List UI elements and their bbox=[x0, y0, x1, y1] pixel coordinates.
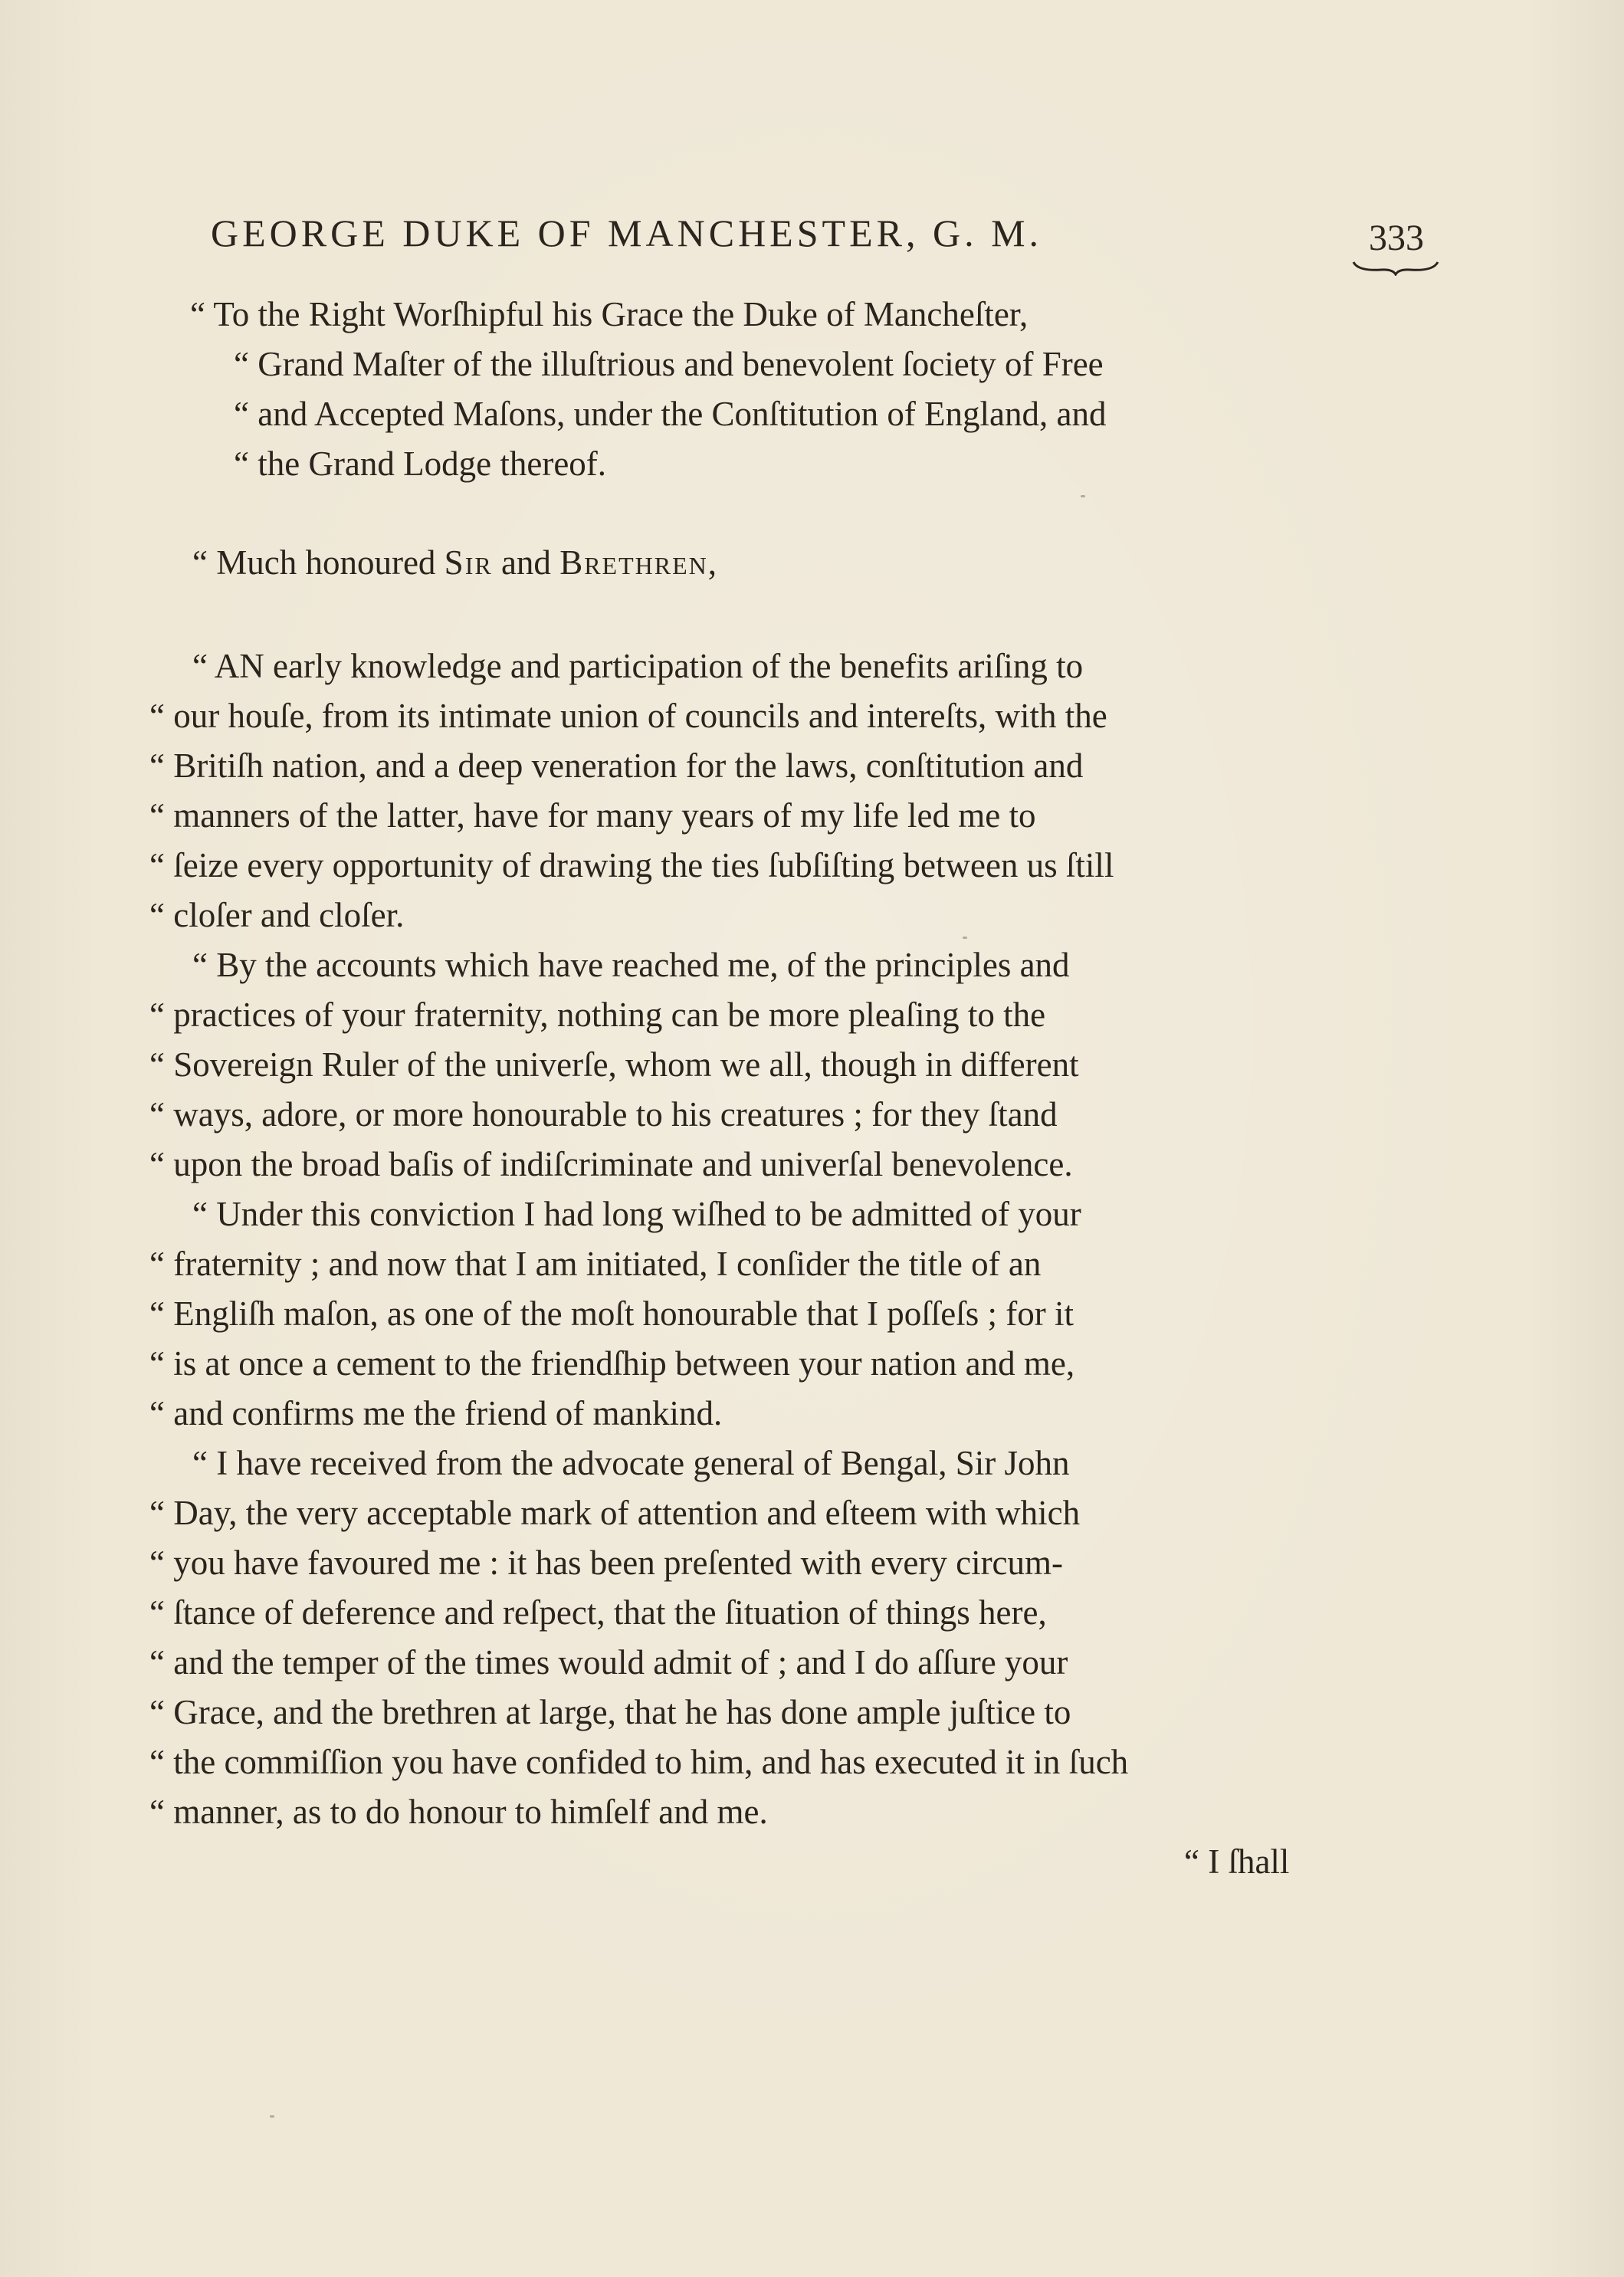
body-line-10: “ ways, adore, or more honourable to his creatures ; for they ſtand bbox=[149, 1095, 1058, 1134]
paper-speck bbox=[1081, 495, 1085, 497]
body-line-16: “ and confirms me the friend of mankind. bbox=[149, 1394, 723, 1432]
body-line-22: “ Grace, and the brethren at large, that he has done ample juſtice to bbox=[149, 1693, 1071, 1731]
body-line-23: “ the commiſſion you have confided to him, and has executed it in ſuch bbox=[149, 1743, 1129, 1781]
salutation bbox=[192, 543, 717, 582]
body-line-7: “ By the accounts which have reached me, of the principles and bbox=[192, 946, 1070, 984]
body-line-14: “ Engliſh maſon, as one of the moſt honourable that I poſſeſs ; for it bbox=[149, 1294, 1074, 1333]
salutation-prefix: “ Much honoured bbox=[192, 543, 445, 582]
paper-speck bbox=[963, 937, 967, 939]
body-line-9: “ Sovereign Ruler of the univerſe, whom we all, though in different bbox=[149, 1045, 1079, 1084]
body-line-3: “ Britiſh nation, and a deep veneration for the laws, conſtitution and bbox=[149, 746, 1084, 785]
body-line-6: “ cloſer and cloſer. bbox=[149, 896, 405, 934]
body-line-17: “ I have received from the advocate general of Bengal, Sir John bbox=[192, 1444, 1070, 1482]
body-line-21: “ and the temper of the times would admit of ; and I do aſſure your bbox=[149, 1643, 1068, 1682]
body-line-24: “ manner, as to do honour to himſelf and me. bbox=[149, 1793, 768, 1831]
running-head-title: GEORGE DUKE OF MANCHESTER, G. M. bbox=[211, 212, 1043, 254]
body-line-1: “ AN early knowledge and participation of the benefits ariſing to bbox=[192, 647, 1084, 685]
salutation-middle: and bbox=[492, 543, 560, 582]
salutation-brethren: Brethren bbox=[559, 543, 708, 582]
address-line-4: “ the Grand Lodge thereof. bbox=[234, 445, 607, 483]
body-line-19: “ you have favoured me : it has been preſented with every circum- bbox=[149, 1544, 1064, 1582]
body-line-11: “ upon the broad baſis of indiſcriminate and univerſal benevolence. bbox=[149, 1145, 1073, 1183]
body-line-20: “ ſtance of deference and reſpect, that the ſituation of things here, bbox=[149, 1593, 1047, 1632]
salutation-sir: Sir bbox=[444, 543, 493, 582]
body-line-12: “ Under this conviction I had long wiſhed to be admitted of your bbox=[192, 1195, 1081, 1233]
body-line-4: “ manners of the latter, have for many years of my life led me to bbox=[149, 796, 1036, 835]
body-line-8: “ practices of your fraternity, nothing can be more pleaſing to the bbox=[149, 996, 1046, 1034]
body-line-5: “ ſeize every opportunity of drawing the ties ſubſiſting between us ſtill bbox=[149, 846, 1114, 884]
body-line-13: “ fraternity ; and now that I am initiated, I conſider the title of an bbox=[149, 1245, 1042, 1283]
body-line-15: “ is at once a cement to the friendſhip between your nation and me, bbox=[149, 1344, 1075, 1383]
body-line-18: “ Day, the very acceptable mark of attention and eſteem with which bbox=[149, 1494, 1081, 1532]
page-number: 333 bbox=[1369, 218, 1424, 258]
paper-speck bbox=[270, 2115, 274, 2118]
catchword: “ I ſhall bbox=[1184, 1842, 1290, 1881]
address-line-2: “ Grand Maſter of the illuſtrious and benevolent ſociety of Free bbox=[234, 345, 1104, 383]
address-line-1: “ To the Right Worſhipful his Grace the Duke of Mancheſter, bbox=[190, 295, 1029, 333]
salutation-suffix: , bbox=[707, 543, 717, 582]
body-line-2: “ our houſe, from its intimate union of councils and intereſts, with the bbox=[149, 697, 1107, 735]
address-line-3: “ and Accepted Maſons, under the Conſtitution of England, and bbox=[234, 395, 1107, 433]
page-number-flourish-icon bbox=[1350, 259, 1441, 276]
